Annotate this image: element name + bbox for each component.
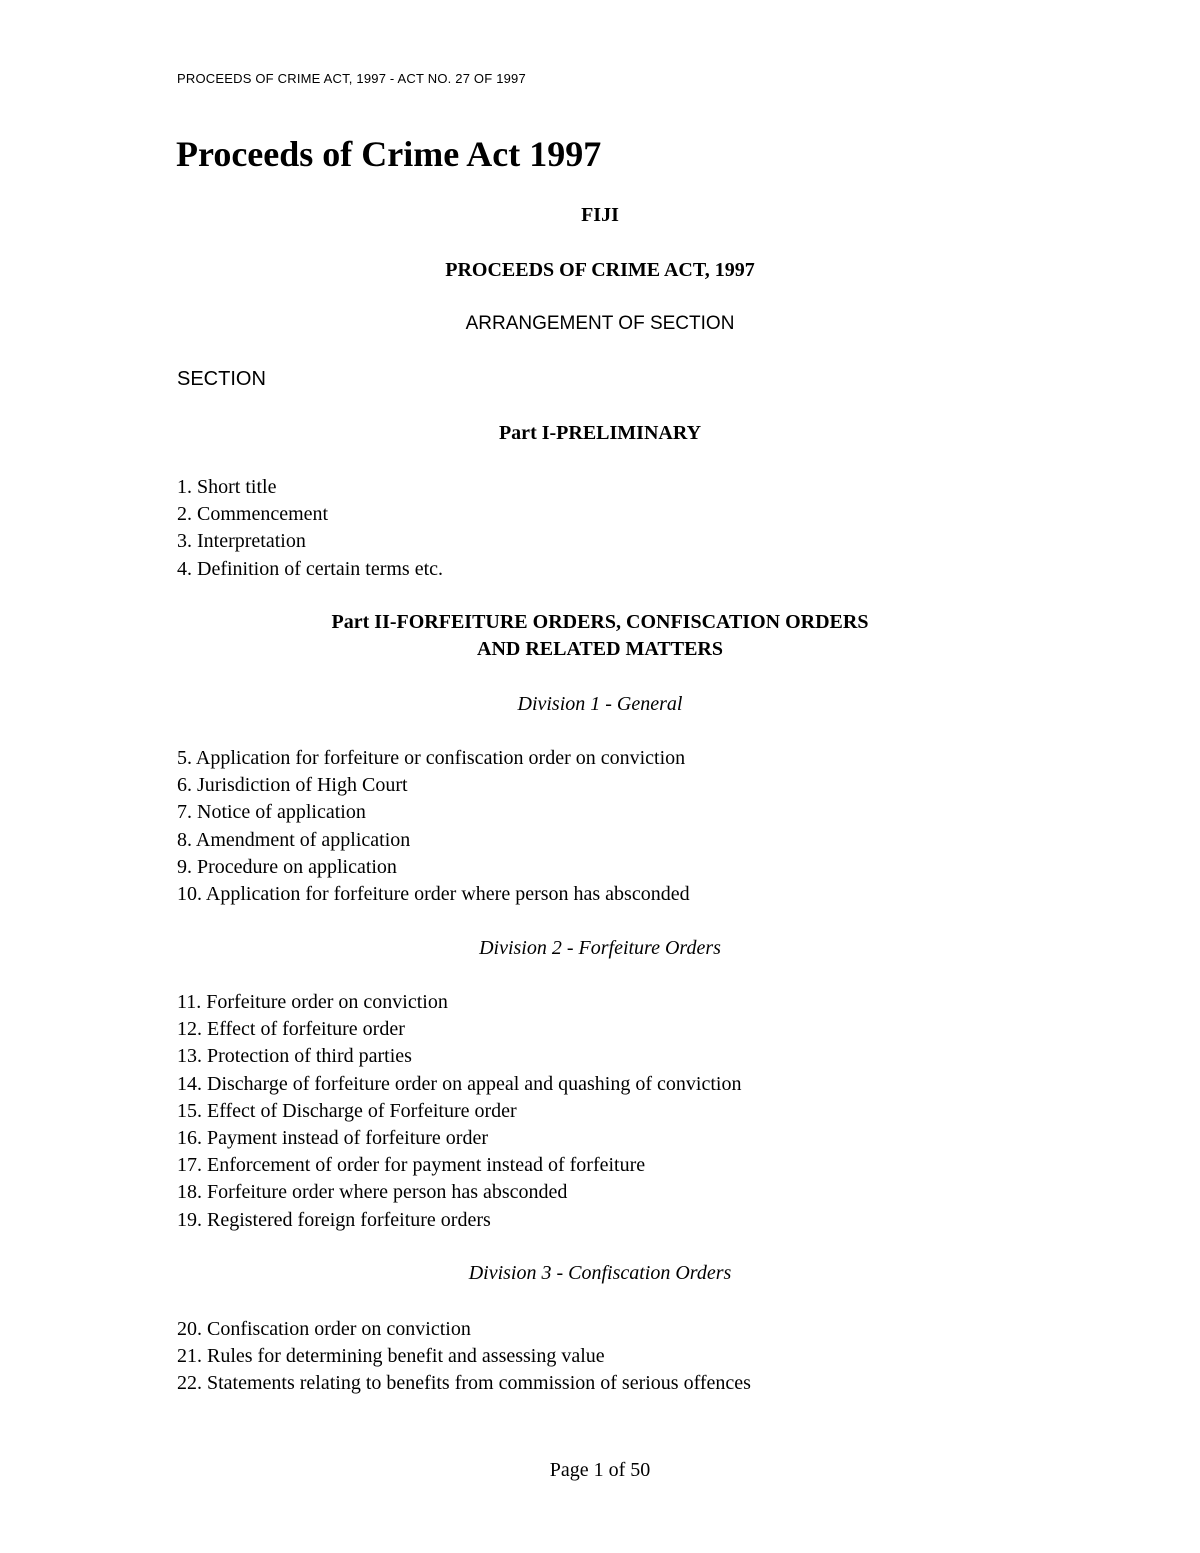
division3-heading: Division 3 - Confiscation Orders [468, 1262, 732, 1284]
toc-item: 8. Amendment of application [177, 828, 411, 851]
running-header: PROCEEDS OF CRIME ACT, 1997 - ACT NO. 27 OF 1997 [177, 71, 526, 86]
page-number-footer: Page 1 of 50 [549, 1459, 651, 1481]
division1-heading: Division 1 - General [517, 693, 683, 715]
toc-item: 12. Effect of forfeiture order [177, 1018, 405, 1041]
toc-item: 1. Short title [177, 476, 277, 498]
act-name-heading: PROCEEDS OF CRIME ACT, 1997 [445, 259, 755, 281]
division1-section-list [177, 745, 690, 908]
toc-item: 22. Statements relating to benefits from commission of serious offences [177, 1372, 751, 1395]
part2-heading-line2: AND RELATED MATTERS [477, 638, 723, 660]
toc-item: 5. Application for forfeiture or confiscation order on conviction [177, 747, 686, 769]
toc-item: 4. Definition of certain terms etc. [177, 557, 444, 580]
country-heading: FIJI [581, 204, 619, 226]
toc-item: 15. Effect of Discharge of Forfeiture order [177, 1099, 517, 1122]
toc-item: 21. Rules for determining benefit and assessing value [177, 1345, 605, 1368]
division2-section-list [177, 989, 741, 1234]
document-title: Proceeds of Crime Act 1997 [176, 134, 602, 174]
section-label: SECTION [177, 368, 266, 390]
toc-item: 10. Application for forfeiture order where person has absconded [177, 883, 690, 906]
part2-heading-line1: Part II-FORFEITURE ORDERS, CONFISCATION ORDERS [331, 611, 869, 633]
part1-heading: Part I-PRELIMINARY [498, 422, 702, 444]
division3-section-list [177, 1316, 751, 1398]
division2-heading: Division 2 - Forfeiture Orders [479, 937, 721, 959]
toc-item: 14. Discharge of forfeiture order on appeal and quashing of conviction [177, 1072, 742, 1095]
toc-item: 2. Commencement [177, 503, 329, 526]
toc-item: 17. Enforcement of order for payment instead of forfeiture [177, 1154, 646, 1177]
toc-item: 11. Forfeiture order on conviction [177, 991, 448, 1013]
toc-item: 13. Protection of third parties [177, 1045, 412, 1068]
part1-section-list [177, 474, 443, 583]
toc-item: 18. Forfeiture order where person has absconded [177, 1181, 568, 1204]
toc-item: 7. Notice of application [177, 801, 366, 824]
toc-item: 19. Registered foreign forfeiture orders [177, 1208, 491, 1231]
toc-item: 16. Payment instead of forfeiture order [177, 1127, 489, 1150]
toc-item: 3. Interpretation [177, 530, 306, 553]
toc-item: 9. Procedure on application [177, 855, 397, 878]
toc-item: 6. Jurisdiction of High Court [177, 774, 408, 797]
toc-item: 20. Confiscation order on conviction [177, 1318, 471, 1340]
arrangement-heading: ARRANGEMENT OF SECTION [465, 313, 735, 334]
